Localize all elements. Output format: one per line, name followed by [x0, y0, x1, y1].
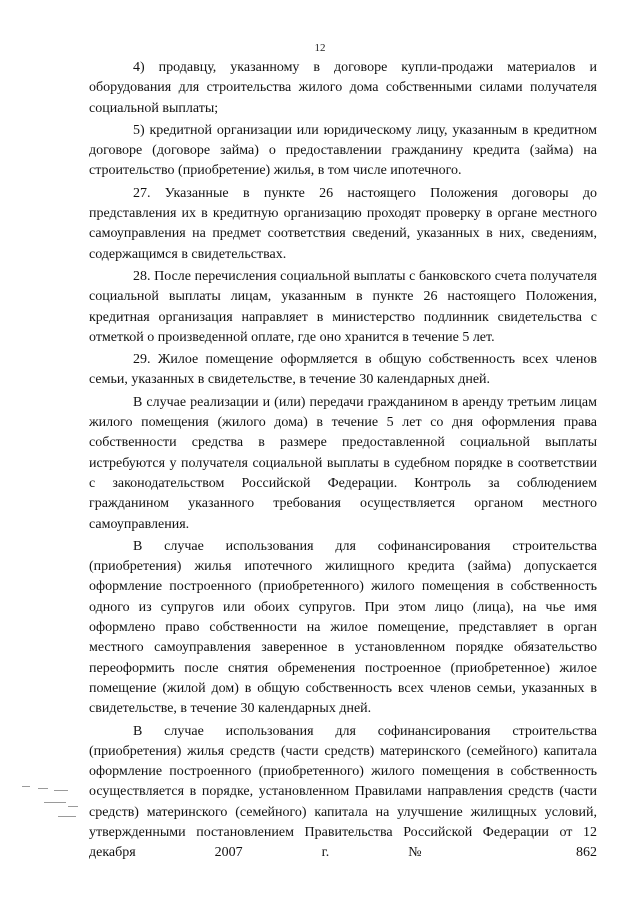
- scan-artifact-marks: [14, 780, 84, 820]
- paragraph-maternity-capital: В случае использования для софинансирования строительства (приобретения) жилья средств (части средств) материнского (семейного) капитала оформление построенного (приобретенного) жилого помещения в собственность осуществляется в порядке, установленном Правилами направления средств (части средств) материнского (семейного) капитала на улучшение жилищных условий, утвержденными постановлением Правительства Российской Федерации от 12 декабря 2007 г. № 862: [89, 723, 597, 861]
- paragraph-clause-27: 27. Указанные в пункте 26 настоящего Положения договоры до представления их в кредитную организацию проходят проверку в органе местного самоуправления на предмет соответствия сведений, указанных в них, сведениям, содержащимся в свидетельствах.: [89, 185, 597, 262]
- document-body: [89, 58, 597, 864]
- paragraph-sale-or-lease: В случае реализации и (или) передачи гражданином в аренду третьим лицам жилого помещения (жилого дома) в течение 5 лет со дня оформления права собственности средства в размере предоставленной социальной выплаты истребуются у получателя социальной выплаты в судебном порядке в соответствии с законодательством Российской Федерации. Контроль за соблюдением гражданином указанного требования осуществляется органом местного самоуправления.: [89, 394, 597, 532]
- paragraph-clause-29: 29. Жилое помещение оформляется в общую собственность всех членов семьи, указанных в свидетельстве, в течение 30 календарных дней.: [89, 352, 597, 388]
- paragraph-clause-28: 28. После перечисления социальной выплаты с банковского счета получателя социальной выплаты лицам, указанным в пункте 26 настоящего Положения, кредитная организация направляет в министерство подлинник свидетельства с отметкой о произведенной оплате, где оно хранится в течение 5 лет.: [89, 268, 597, 345]
- page-number: 12: [314, 42, 326, 54]
- paragraph-item-5-credit-org: 5) кредитной организации или юридическому лицу, указанным в кредитном договоре (договоре займа) о предоставлении гражданину кредита (займа) на строительство (приобретение) жилья, в том числе ипотечного.: [89, 122, 597, 179]
- paragraph-item-4-seller: 4) продавцу, указанному в договоре купли-продажи материалов и оборудования для строительства жилого дома собственными силами получателя социальной выплаты;: [89, 60, 597, 116]
- paragraph-mortgage-cofinancing: В случае использования для софинансирования строительства (приобретения) жилья ипотечного жилищного кредита (займа) допускается оформление построенного (приобретенного) жилого помещения в собственность одного из супругов или обоих супругов. При этом лицо (лица), на чье имя оформлено право собственности на жилое помещение, представляет в орган местного самоуправления заверенное в установленном порядке обязательство переоформить после снятия обременения построенное (приобретенное) жилое помещение (жилой дом) в общую собственность всех членов семьи, указанных в свидетельстве, в течение 30 календарных дней.: [89, 538, 597, 717]
